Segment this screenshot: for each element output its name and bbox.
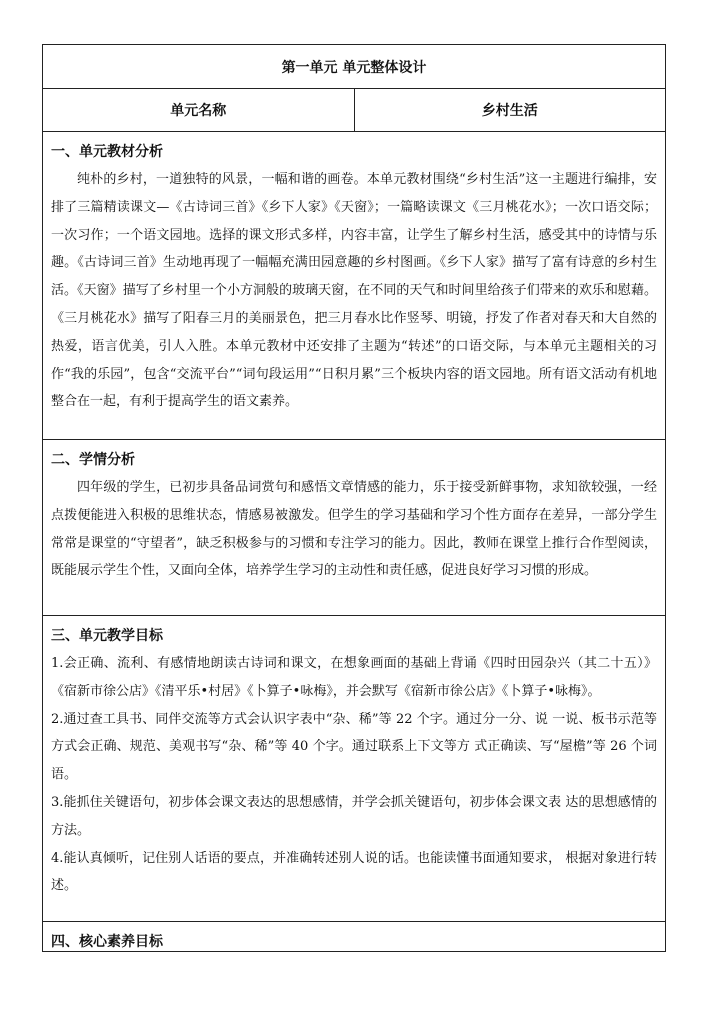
page-title: 第一单元 单元整体设计 (281, 59, 427, 76)
unit-name-value: 乡村生活 (481, 103, 538, 119)
goal-item-4: 4.能认真倾听，记住别人话语的要点，并准确转述别人说的话。也能读懂书面通知要求， 根据对象进行转述。 (51, 850, 657, 894)
section-core-literacy (43, 922, 665, 953)
unit-name-label: 单元名称 (43, 89, 355, 131)
section-heading: 二、学情分析 (51, 452, 135, 468)
goal-item-3: 3.能抓住关键语句，初步体会课文表达的思想感情，并学会抓关键语句，初步体会课文表 达的思想感情的方法。 (51, 794, 657, 838)
table-title (43, 45, 665, 89)
unit-name-row (43, 89, 665, 132)
section-material-analysis (43, 132, 665, 440)
unit-design-table (42, 44, 666, 952)
section-learner-analysis (43, 440, 665, 616)
section-heading: 一、单元教材分析 (51, 144, 163, 160)
section-body: 纯朴的乡村，一道独特的风景，一幅和谐的画卷。本单元教材围绕“乡村生活”这一主题进行编排，安排了三篇精读课文—《古诗词三首》《乡下人家》《天窗》；一篇略读课文《三月桃花水》；一次口语交际；一次习作；一个语文园地。选择的课文形式多样，内容丰富，让学生了解乡村生活，感受其中的诗情与乐趣。《古诗词三首》生动地再现了一幅幅充满田园意趣的乡村图画。《乡下人家》描写了富有诗意的乡村生活。《天窗》描写了乡村里一个小方洞般的玻璃天窗，在不同的天气和时间里给孩子们带来的欢乐和慰藉。《三月桃花水》描写了阳春三月的美丽景色，把三月春水比作竖琴、明镜，抒发了作者对春天和大自然的热爱，语言优美，引人入胜。本单元教材中还安排了主题为“转述”的口语交际，与本单元主题相关的习作“我的乐园”，包含“交流平台”“词句段运用”“日积月累”三个板块内容的语文园地。所有语文活动有机地整合在一起，有利于提高学生的语文素养。 (51, 172, 657, 410)
section-heading: 三、单元教学目标 (51, 628, 163, 644)
section-teaching-goals (43, 616, 665, 922)
goal-item-1: 1.会正确、流利、有感情地朗读古诗词和课文，在想象画面的基础上背诵《四时田园杂兴（其二十五）》《宿新市徐公店》《清平乐•村居》《卜算子•咏梅》，并会默写《宿新市徐公店》《卜算子•咏梅》。 (51, 656, 657, 699)
goal-item-2: 2.通过查工具书、同伴交流等方式会认识字表中“杂、稀”等 22 个字。通过分一分、说 一说、板书示范等方式会正确、规范、美观书写“杂、稀”等 40 个字。通过联系上下文等方 式正确读、写“屋檐”等 26 个词语。 (51, 711, 657, 783)
section-body: 四年级的学生，已初步具备品词赏句和感悟文章情感的能力，乐于接受新鲜事物，求知欲较强，一经点拨便能进入积极的思维状态，情感易被激发。但学生的学习基础和学习个性方面存在差异，一部分学生常常是课堂的“守望者”，缺乏积极参与的习惯和专注学习的能力。因此，教师在课堂上推行合作型阅读，既能展示学生个性，又面向全体，培养学生学习的主动性和责任感，促进良好学习习惯的形成。 (51, 480, 657, 579)
section-heading: 四、核心素养目标 (51, 934, 163, 950)
